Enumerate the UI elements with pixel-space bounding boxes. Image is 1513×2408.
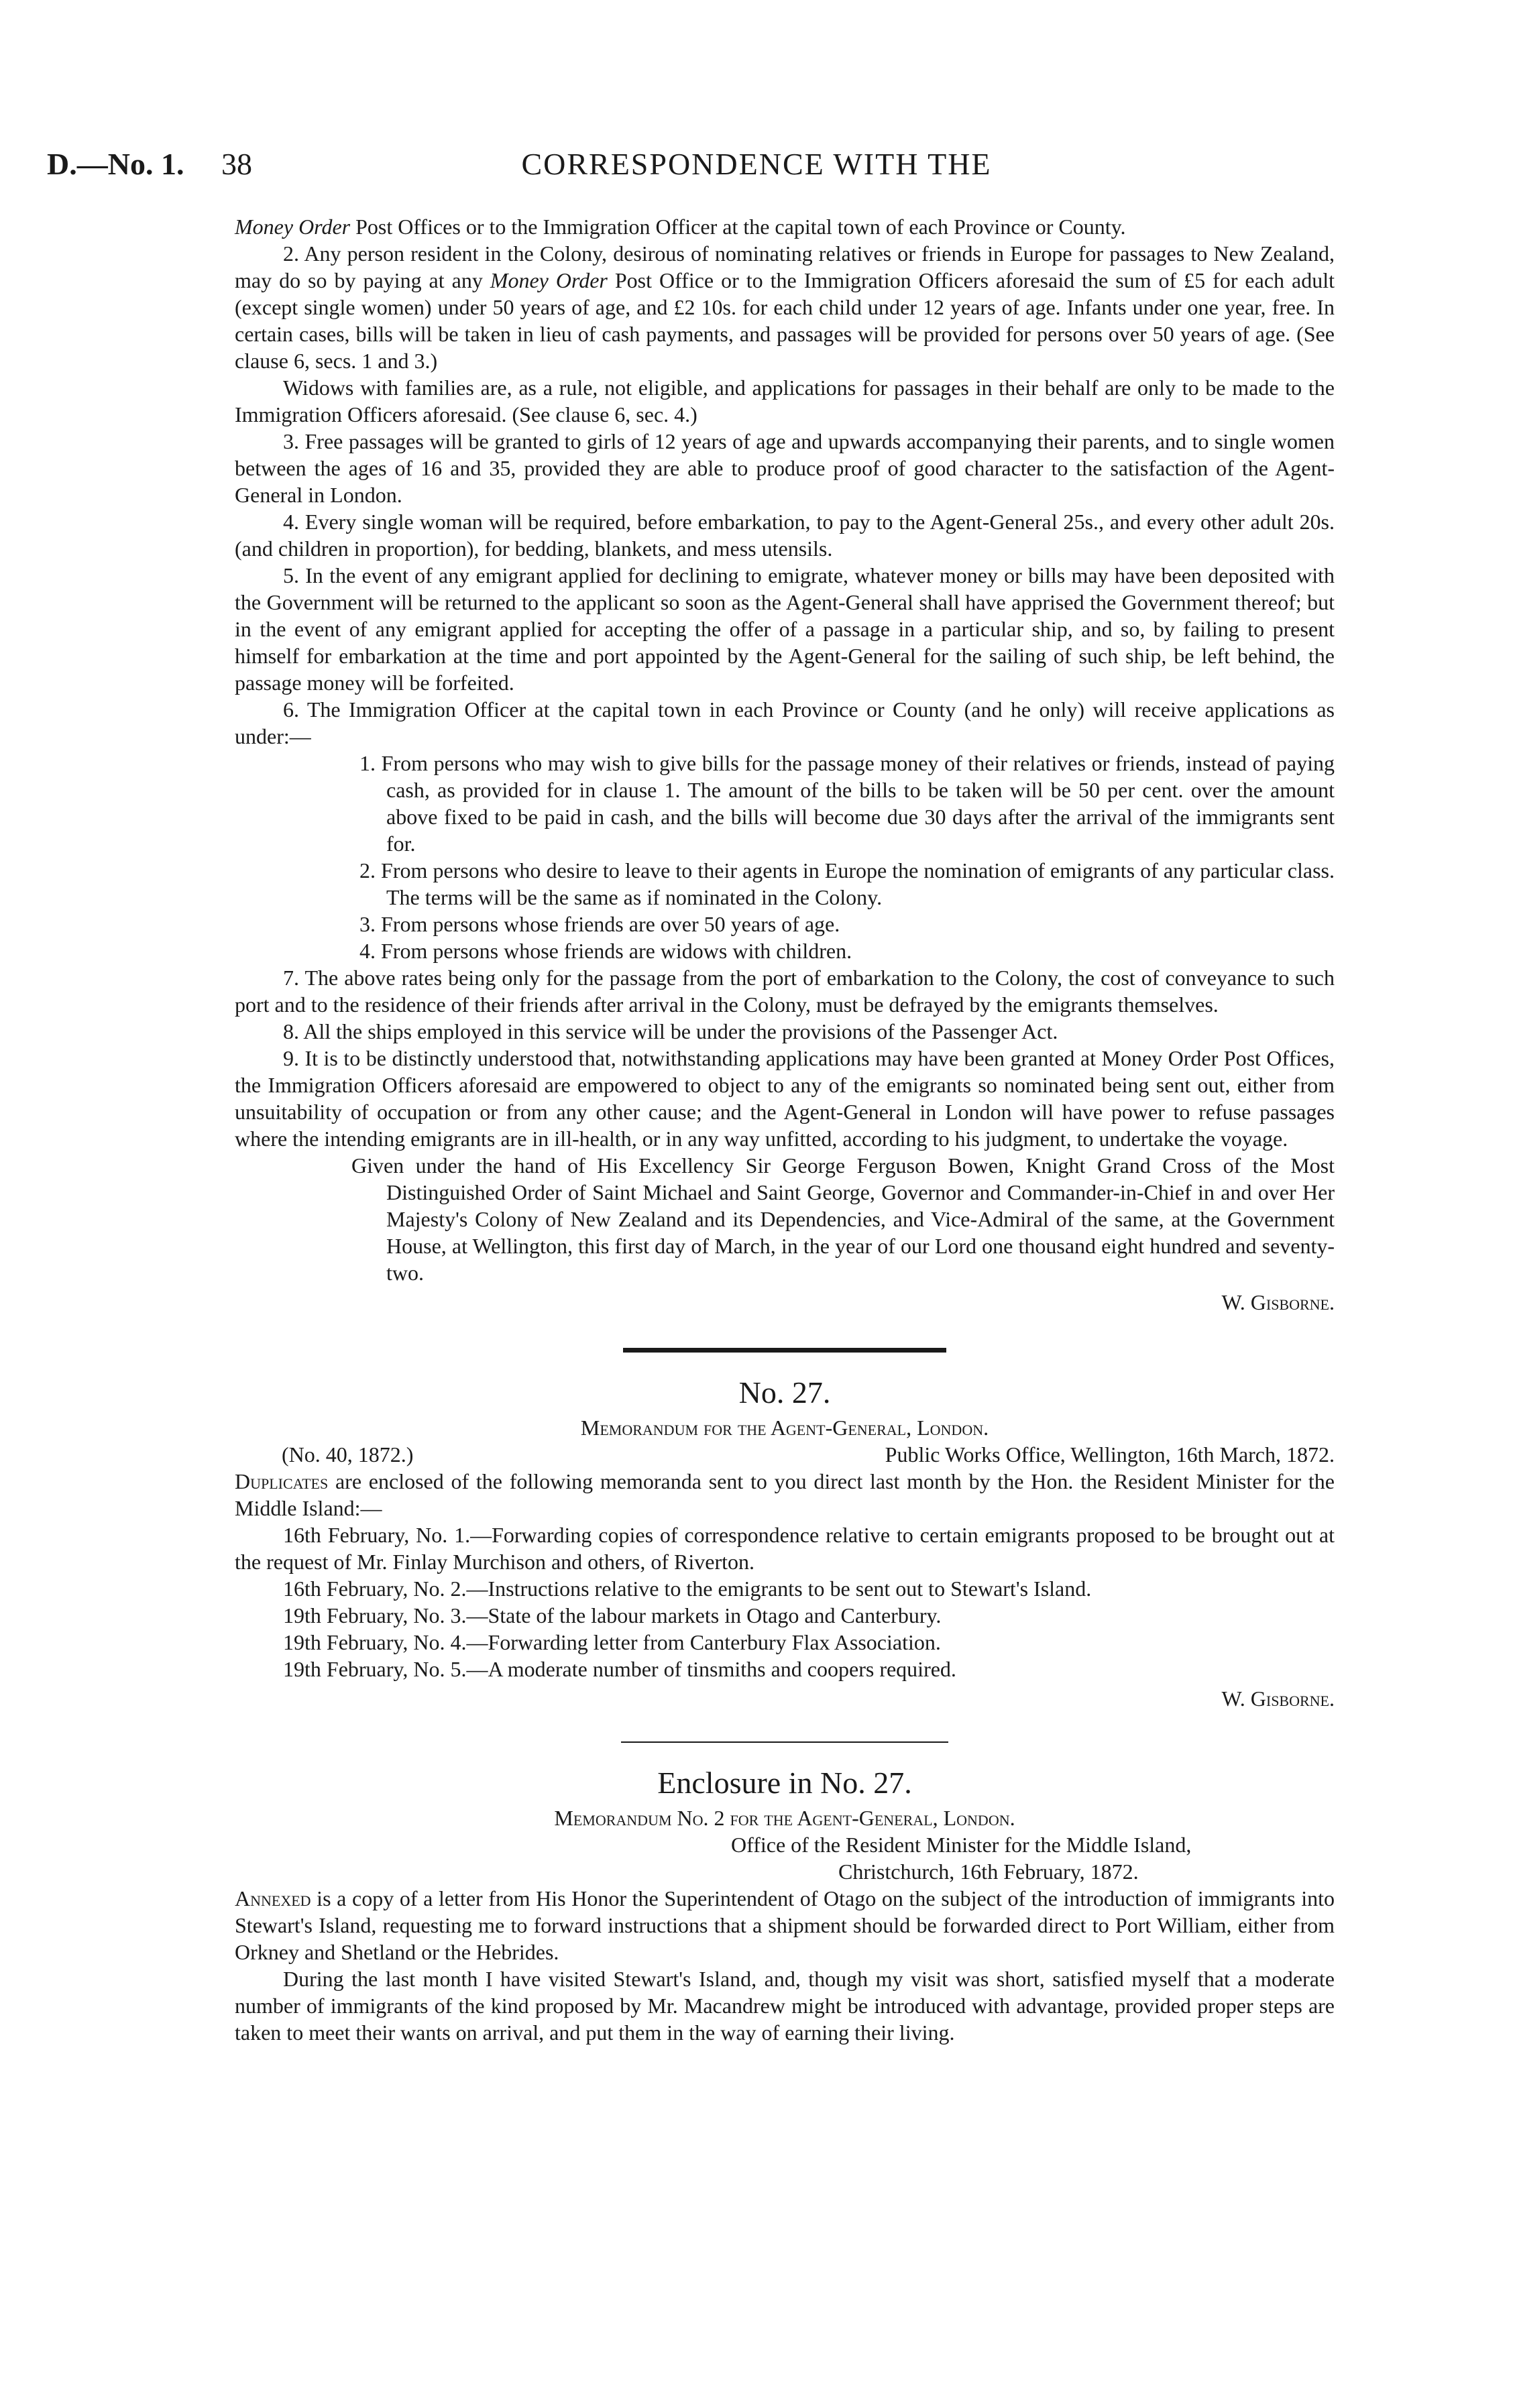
clause-6-item: 3. From persons whose friends are over 50 years of age.: [359, 912, 840, 936]
memo-lead-paragraph: Duplicates are enclosed of the following memoranda sent to you direct last month by the Hon. the Resident Minister for the Middle Island:—: [235, 1469, 1335, 1520]
page-body: [235, 213, 1335, 2046]
section-heading: No. 27.: [738, 1375, 831, 1410]
memo-ref: (No. 40, 1872.): [282, 1442, 414, 1467]
regulation-clause-3: 3. Free passages will be granted to girls of 12 years of age and upwards accompanying their parents, and to single women between the ages of 16 and 35, provided they are able to produce proof of good character to the satisfaction of the Agent-General in London.: [235, 429, 1335, 507]
memo-list-item: 16th February, No. 2.—Instructions relative to the emigrants to be sent out to Stewart's Island.: [283, 1576, 1092, 1601]
memo-meta: [235, 1441, 1335, 1468]
enclosure-office: Office of the Resident Minister for the Middle Island,: [731, 1833, 1192, 1857]
memo-list-item: 19th February, No. 4.—Forwarding letter from Canterbury Flax Association.: [283, 1630, 941, 1654]
signature: W. Gisborne.: [1221, 1686, 1335, 1711]
section-divider: [621, 1741, 948, 1743]
document-reference: D.—No. 1.: [47, 147, 184, 181]
memo-list-item: 19th February, No. 5.—A moderate number of tinsmiths and coopers required.: [283, 1657, 956, 1681]
given-under-hand: Given under the hand of His Excellency Sir George Ferguson Bowen, Knight Grand Cross of the Most Distinguished Order of Saint Michael and Saint George, Governor and Commander-in-Chief in and over Her Majesty's Colony of New Zealand and its Dependencies, and Vice-Admiral of the same, at the Government House, at Wellington, this first day of March, in the year of our Lord one thousand eight hundred and seventy-two.: [351, 1153, 1335, 1285]
regulation-clause-1-end: Money Order Post Offices or to the Immigration Officer at the capital town of each Province or County.: [235, 215, 1126, 239]
enclosure-paragraph: During the last month I have visited Stewart's Island, and, though my visit was short, satisfied myself that a moderate number of immigrants of the kind proposed by Mr. Macandrew might be introduced with advantage, provided proper steps are taken to meet their wants on arrival, and put them in the way of earning their living.: [235, 1967, 1335, 2045]
memo-title: Memorandum for the Agent-General, London.: [580, 1416, 989, 1440]
regulation-widows: Widows with families are, as a rule, not eligible, and applications for passages in their behalf are only to be made to the Immigration Officers aforesaid. (See clause 6, sec. 4.): [235, 376, 1335, 426]
regulation-clause-7: 7. The above rates being only for the passage from the port of embarkation to the Colony, the cost of conveyance to such port and to the residence of their friends after arrival in the Colony, must be defrayed by the emigrants themselves.: [235, 966, 1335, 1017]
regulation-clause-4: 4. Every single woman will be required, before embarkation, to pay to the Agent-General 25s., and every other adult 20s. (and children in proportion), for bedding, blankets, and mess utensils.: [235, 510, 1335, 561]
regulation-clause-8: 8. All the ships employed in this service will be under the provisions of the Passenger Act.: [283, 1019, 1058, 1043]
enclosure-paragraph: Annexed is a copy of a letter from His Honor the Superintendent of Otago on the subject of the introduction of immigrants into Stewart's Island, requesting me to forward instructions that a shipment should be forwarded direct to Port William, either from Orkney and Shetland or the Hebrides.: [235, 1886, 1335, 1964]
clause-6-item: 4. From persons whose friends are widows with children.: [359, 939, 852, 963]
regulation-clause-2: 2. Any person resident in the Colony, desirous of nominating relatives or friends in Europe for passages to New Zealand, may do so by paying at any Money Order Post Office or to the Immigration Officers aforesaid the sum of £5 for each adult (except single women) under 50 years of age, and £2 10s. for each child under 12 years of age. Infants under one year, free. In certain cases, bills will be taken in lieu of cash payments, and passages will be provided for persons over 50 years of age. (See clause 6, secs. 1 and 3.): [235, 241, 1335, 373]
regulation-clause-5: 5. In the event of any emigrant applied for declining to emigrate, whatever money or bills may have been deposited with the Government will be returned to the applicant so soon as the Agent-General shall have apprised the Government thereof; but in the event of any emigrant applied for accepting the offer of a passage in a particular ship, and so, by failing to present himself for embarkation at the time and port appointed by the Agent-General for the sailing of such ship, be left behind, the passage money will be forfeited.: [235, 563, 1335, 695]
memo-place-date: Public Works Office, Wellington, 16th March, 1872.: [885, 1442, 1335, 1467]
enclosure-place-date: Christchurch, 16th February, 1872.: [838, 1859, 1139, 1884]
regulation-clause-6: 6. The Immigration Officer at the capital town in each Province or County (and he only) will receive applications as under:—: [235, 697, 1335, 748]
signature: W. Gisborne.: [1221, 1290, 1335, 1314]
section-divider: [623, 1348, 946, 1353]
memo-list-item: 16th February, No. 1.—Forwarding copies of correspondence relative to certain emigrants proposed to be brought out at the request of Mr. Finlay Murchison and others, of Riverton.: [235, 1523, 1335, 1574]
memo-list-item: 19th February, No. 3.—State of the labour markets in Otago and Canterbury.: [283, 1603, 942, 1627]
running-title: CORRESPONDENCE WITH THE: [521, 147, 992, 181]
page-number: 38: [221, 147, 252, 181]
enclosure-heading: Enclosure in No. 27.: [657, 1766, 912, 1800]
regulation-clause-9: 9. It is to be distinctly understood that, notwithstanding applications may have been granted at Money Order Post Offices, the Immigration Officers aforesaid are empowered to object to any of the emigrants so nominated being sent out, either from unsuitability of occupation or from any other cause; and the Agent-General in London will have power to refuse passages where the intending emigrants are in ill-health, or in any way unfitted, according to his judgment, to undertake the voyage.: [235, 1046, 1335, 1151]
page-header: [47, 146, 1466, 193]
clause-6-item: 2. From persons who desire to leave to their agents in Europe the nomination of emigrants of any particular class. The terms will be the same as if nominated in the Colony.: [359, 858, 1335, 909]
clause-6-item: 1. From persons who may wish to give bills for the passage money of their relatives or friends, instead of paying cash, as provided for in clause 1. The amount of the bills to be taken will be 50 per cent. over the amount above fixed to be paid in cash, and the bills will become due 30 days after the arrival of the immigrants sent for.: [359, 751, 1335, 856]
memo-title: Memorandum No. 2 for the Agent-General, London.: [554, 1806, 1015, 1830]
